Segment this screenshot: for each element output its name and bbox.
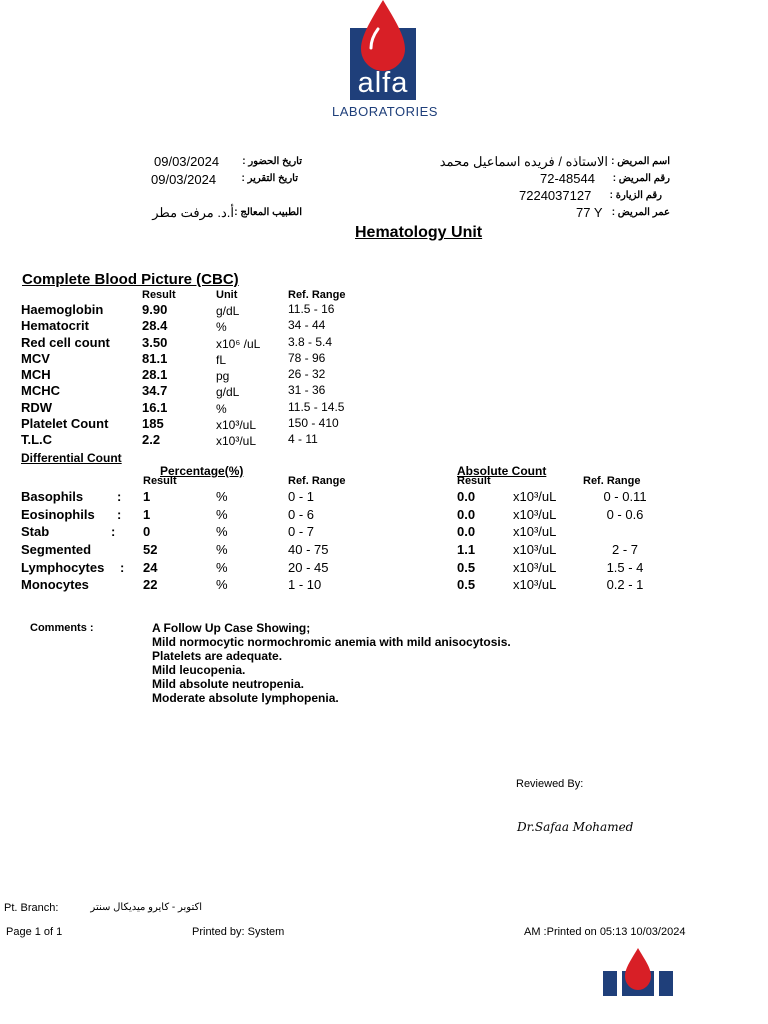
cbc-test-name: RDW bbox=[21, 400, 53, 415]
printed-by: Printed by: System bbox=[192, 926, 285, 938]
comment-line: Mild leucopenia. bbox=[152, 663, 246, 677]
diff-abs-result: 0.0 bbox=[457, 489, 476, 504]
visit-number: 7224037127 bbox=[519, 188, 592, 203]
cbc-ref-range: 11.5 - 14.5 bbox=[288, 400, 345, 414]
diff-abs-ref: 1.5 - 4 bbox=[606, 560, 644, 575]
cbc-result: 34.7 bbox=[142, 383, 168, 398]
diff-abs-ref: 0.2 - 1 bbox=[606, 577, 644, 592]
cbc-unit: g/dL bbox=[216, 385, 240, 399]
cbc-ref-range: 26 - 32 bbox=[288, 367, 326, 381]
diff-cell-name: Lymphocytes bbox=[21, 560, 105, 575]
absolute-count-heading: Absolute Count bbox=[457, 464, 547, 478]
diff-cell-name: Basophils bbox=[21, 489, 84, 504]
diff-colon: : bbox=[117, 489, 122, 504]
branch-label: Pt. Branch: bbox=[4, 902, 59, 914]
diff-abs-result: 0.5 bbox=[457, 560, 476, 575]
cbc-unit: x10³/uL bbox=[216, 418, 257, 432]
cbc-result: 28.1 bbox=[142, 367, 168, 382]
cbc-result: 16.1 bbox=[142, 400, 168, 415]
report-title: Hematology Unit bbox=[355, 224, 483, 241]
physician-name: أ.د. مرفت مطر bbox=[152, 205, 234, 220]
cbc-result: 9.90 bbox=[142, 302, 168, 317]
diff-pct-unit: % bbox=[216, 507, 228, 522]
diff-cell-name: Stab bbox=[21, 524, 50, 539]
diff-pct-result: 22 bbox=[143, 577, 158, 592]
report-date: 09/03/2024 bbox=[151, 172, 217, 187]
diff-pct-result: 52 bbox=[143, 542, 158, 557]
patient-age-label: عمر المريض : bbox=[611, 207, 670, 218]
diff-pct-unit: % bbox=[216, 524, 228, 539]
differential-heading: Differential Count bbox=[21, 451, 122, 465]
footer-logo bbox=[603, 946, 673, 998]
comment-line: Mild absolute neutropenia. bbox=[152, 677, 305, 691]
diff-colon: : bbox=[120, 560, 125, 575]
comments-label: Comments : bbox=[30, 622, 94, 634]
comment-line: Moderate absolute lymphopenia. bbox=[152, 691, 339, 705]
diff-abs-ref: 0 - 0.11 bbox=[603, 489, 647, 504]
cbc-ref-range: 78 - 96 bbox=[288, 351, 326, 365]
printed-on: AM :Printed on 05:13 10/03/2024 bbox=[524, 926, 686, 938]
patient-age: 77 Y bbox=[576, 205, 603, 220]
cbc-ref-range: 31 - 36 bbox=[288, 383, 326, 397]
abs-col-ref: Ref. Range bbox=[583, 475, 641, 487]
diff-pct-ref: 0 - 1 bbox=[288, 489, 315, 504]
report-date-label: تاريخ التقرير : bbox=[241, 173, 298, 184]
cbc-test-name: T.L.C bbox=[21, 432, 53, 447]
cbc-result: 2.2 bbox=[142, 432, 161, 447]
diff-abs-ref: 2 - 7 bbox=[611, 542, 638, 557]
diff-pct-result: 1 bbox=[143, 489, 151, 504]
percentage-heading: Percentage(%) bbox=[160, 464, 244, 478]
comment-line: A Follow Up Case Showing; bbox=[152, 621, 311, 635]
diff-cell-name: Segmented bbox=[21, 542, 92, 557]
cbc-ref-range: 3.8 - 5.4 bbox=[288, 335, 333, 349]
cbc-heading: Complete Blood Picture (CBC) bbox=[22, 271, 239, 288]
diff-abs-unit: x10³/uL bbox=[513, 489, 557, 504]
cbc-ref-range: 4 - 11 bbox=[288, 432, 318, 446]
abs-col-result: Result bbox=[457, 475, 491, 487]
patient-name-label: اسم المريض : bbox=[611, 156, 670, 167]
cbc-col-unit: Unit bbox=[216, 289, 238, 301]
patient-number-label: رقم المريض : bbox=[612, 173, 670, 184]
diff-col-result: Result bbox=[143, 475, 177, 487]
reviewer-signature: Dr.Safaa Mohamed bbox=[517, 820, 634, 834]
alfa-logo bbox=[322, 0, 448, 124]
cbc-test-name: Red cell count bbox=[21, 335, 110, 350]
diff-pct-result: 24 bbox=[143, 560, 158, 575]
cbc-result: 28.4 bbox=[142, 318, 168, 333]
diff-pct-unit: % bbox=[216, 560, 228, 575]
cbc-test-name: MCH bbox=[21, 367, 51, 382]
diff-abs-ref: 0 - 0.6 bbox=[606, 507, 644, 522]
patient-name: الاستاذه / فريده اسماعيل محمد bbox=[439, 154, 608, 169]
diff-cell-name: Monocytes bbox=[21, 577, 89, 592]
diff-pct-ref: 20 - 45 bbox=[288, 560, 329, 575]
logo-brand-name: alfa bbox=[357, 67, 409, 99]
cbc-ref-range: 34 - 44 bbox=[288, 318, 326, 332]
cbc-unit: g/dL bbox=[216, 304, 240, 318]
diff-abs-unit: x10³/uL bbox=[513, 542, 557, 557]
cbc-unit: x10⁶ /uL bbox=[216, 337, 261, 351]
diff-cell-name: Eosinophils bbox=[21, 507, 95, 522]
diff-abs-unit: x10³/uL bbox=[513, 507, 557, 522]
cbc-test-name: MCV bbox=[21, 351, 50, 366]
cbc-result: 3.50 bbox=[142, 335, 168, 350]
diff-abs-result: 0.5 bbox=[457, 577, 476, 592]
comment-line: Mild normocytic normochromic anemia with mild anisocytosis. bbox=[152, 635, 511, 649]
cbc-test-name: Haemoglobin bbox=[21, 302, 104, 317]
cbc-test-name: MCHC bbox=[21, 383, 60, 398]
cbc-unit: fL bbox=[216, 353, 227, 367]
cbc-unit: % bbox=[216, 402, 227, 416]
attendance-date-label: تاريخ الحضور : bbox=[242, 156, 302, 167]
diff-colon: : bbox=[111, 524, 116, 539]
cbc-unit: % bbox=[216, 320, 227, 334]
cbc-result: 185 bbox=[142, 416, 164, 431]
diff-pct-result: 1 bbox=[143, 507, 151, 522]
blood-drop-footer-icon bbox=[603, 946, 673, 998]
diff-colon: : bbox=[117, 507, 122, 522]
visit-number-label: رقم الزيارة : bbox=[609, 190, 662, 201]
diff-pct-unit: % bbox=[216, 489, 228, 504]
diff-abs-result: 0.0 bbox=[457, 524, 476, 539]
cbc-test-name: Platelet Count bbox=[21, 416, 109, 431]
physician-label: الطبيب المعالج : bbox=[234, 207, 302, 218]
diff-pct-unit: % bbox=[216, 577, 228, 592]
cbc-col-ref: Ref. Range bbox=[288, 289, 346, 301]
cbc-result: 81.1 bbox=[142, 351, 168, 366]
diff-abs-unit: x10³/uL bbox=[513, 577, 557, 592]
diff-pct-result: 0 bbox=[143, 524, 151, 539]
diff-abs-unit: x10³/uL bbox=[513, 560, 557, 575]
diff-col-ref: Ref. Range bbox=[288, 475, 346, 487]
diff-pct-ref: 1 - 10 bbox=[288, 577, 322, 592]
diff-pct-ref: 0 - 6 bbox=[288, 507, 315, 522]
logo-subtitle: LABORATORIES bbox=[332, 104, 438, 119]
cbc-ref-range: 11.5 - 16 bbox=[288, 302, 335, 316]
diff-abs-result: 1.1 bbox=[457, 542, 476, 557]
diff-pct-ref: 40 - 75 bbox=[288, 542, 329, 557]
comment-line: Platelets are adequate. bbox=[152, 649, 283, 663]
diff-abs-unit: x10³/uL bbox=[513, 524, 557, 539]
patient-number: 72-48544 bbox=[540, 171, 595, 186]
cbc-col-result: Result bbox=[142, 289, 176, 301]
reviewed-by-label: Reviewed By: bbox=[516, 778, 584, 790]
diff-abs-result: 0.0 bbox=[457, 507, 476, 522]
diff-pct-unit: % bbox=[216, 542, 228, 557]
cbc-test-name: Hematocrit bbox=[21, 318, 89, 333]
cbc-unit: pg bbox=[216, 369, 230, 383]
branch-name: اكتوبر - كايرو ميديكال سنتر bbox=[90, 902, 202, 913]
cbc-unit: x10³/uL bbox=[216, 434, 257, 448]
diff-pct-ref: 0 - 7 bbox=[288, 524, 315, 539]
page-number: Page 1 of 1 bbox=[6, 926, 63, 938]
attendance-date: 09/03/2024 bbox=[154, 154, 220, 169]
cbc-ref-range: 150 - 410 bbox=[288, 416, 339, 430]
